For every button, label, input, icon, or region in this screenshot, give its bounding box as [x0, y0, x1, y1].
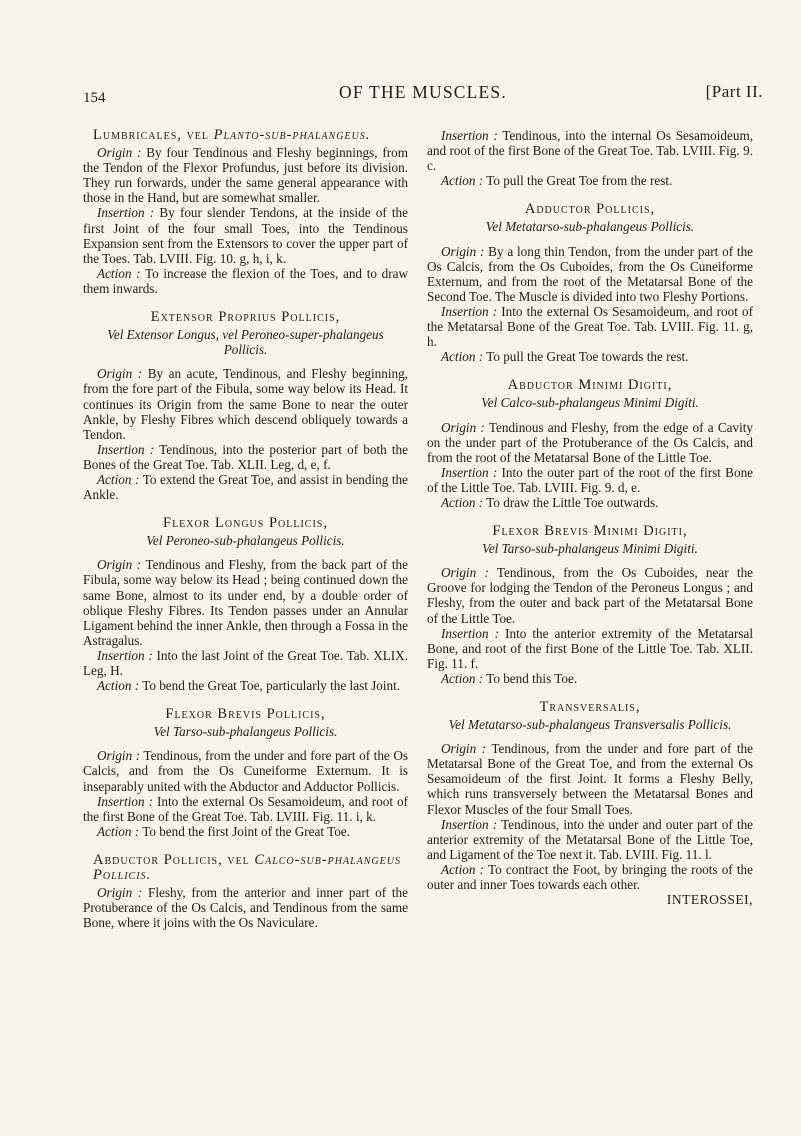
entry-adductor-pollicis	[427, 202, 753, 364]
action-paragraph: Action : To pull the Great Toe towards the rest.	[441, 349, 689, 365]
insertion-paragraph: Insertion : By four slender Tendons, at the inside of the first Joint of the four small Toes, into the Tendinous Expansion sent from the Extensors to cover the upper part of the Toes. Tab. LVIII. Fig. 10. g, h, i, k.	[83, 205, 408, 266]
action-paragraph: Action : To extend the Great Toe, and assist in bending the Ankle.	[83, 471, 408, 503]
origin-paragraph: Origin : By a long thin Tendon, from the under part of the Os Calcis, from the Os Cuboides, from the Os Cuneiforme Externum, and from the root of the Metatarsal Bone of the Second Toe. The Muscle is divided into two Fleshy Portions.	[427, 243, 754, 304]
entry-synonym: Vel Metatarso-sub-phalangeus Pollicis.	[485, 219, 695, 235]
action-paragraph: Action : To pull the Great Toe from the rest.	[441, 173, 673, 189]
entry-heading: Abductor Pollicis, vel Calco-sub-phalangeus Pollicis.	[93, 851, 401, 884]
action-paragraph: Action : To bend the first Joint of the Great Toe.	[97, 823, 350, 839]
origin-paragraph: Origin : Tendinous and Fleshy, from the edge of a Cavity on the under part of the Protuberance of the Os Calcis, and from the root of the Metatarsal Bone of the Little Toe.	[427, 419, 754, 465]
entry-heading: Adductor Pollicis,	[524, 201, 656, 218]
left-column	[83, 128, 408, 944]
entry-synonym: Vel Extensor Longus, vel Peroneo-super-phalangeus Pollicis.	[107, 327, 384, 358]
insertion-paragraph: Insertion : Into the external Os Sesamoideum, and root of the first Bone of the Great Toe. Tab. LVIII. Fig. 11. i, k.	[83, 793, 409, 824]
entry-heading: Abductor Minimi Digiti,	[507, 377, 673, 394]
origin-paragraph: Origin : Tendinous and Fleshy, from the back part of the Fibula, some way below its Head ; being continued down the same Bone, almost to its under end, by a double order of oblique Fleshy Fibres. Its Tendon passes under an Annular Ligament behind the inner Ankle, then through a Fossa in the Astragalus.	[83, 557, 409, 648]
entry-abductor-minimi	[427, 378, 753, 510]
entry-transversalis	[427, 700, 753, 907]
right-column	[427, 128, 753, 921]
insertion-paragraph: Insertion : Into the anterior extremity of the Metatarsal Bone, and root of the first Bone of the Little Toe. Tab. XLII. Fig. 11. f.	[427, 625, 753, 671]
entry-lumbricales	[83, 128, 408, 296]
entry-heading: Lumbricales, vel Planto-sub-phalangeus.	[93, 127, 371, 143]
insertion-paragraph: Insertion : Into the last Joint of the Great Toe. Tab. XLIX. Leg, H.	[83, 647, 409, 678]
origin-paragraph: Origin : Tendinous, from the under and fore part of the Os Calcis, and from the Os Cuneiforme Externum. It is inseparably united with the Abductor and Adductor Pollicis.	[83, 748, 408, 794]
insertion-paragraph: Insertion : Tendinous, into the posterior part of both the Bones of the Great Toe. Tab. XLII. Leg, d, e, f.	[83, 441, 409, 472]
entry-heading: Flexor Brevis Pollicis,	[165, 706, 326, 723]
entry-heading: Transversalis,	[539, 699, 641, 715]
entry-abductor-pollicis	[83, 853, 408, 930]
entry-synonym: Vel Metatarso-sub-phalangeus Transversalis Pollicis.	[448, 717, 732, 733]
insertion-paragraph: Insertion : Tendinous, into the internal Os Sesamoideum, and root of the first Bone of the Great Toe. Tab. LVIII. Fig. 9. c.	[427, 128, 753, 174]
action-paragraph: Action : To draw the Little Toe outwards.	[441, 494, 659, 510]
entry-flexor-brevis	[83, 707, 408, 839]
origin-paragraph: Origin : Tendinous, from the Os Cuboides, near the Groove for lodging the Tendon of the Peroneus Longus ; and Fleshy, from the outer and back part of the Metatarsal Bone of the Little Toe.	[427, 565, 754, 626]
part-label: [Part II.	[705, 82, 763, 101]
action-paragraph: Action : To contract the Foot, by bringing the roots of the outer and inner Toes towards each other.	[427, 861, 753, 893]
entry-extensor-proprius	[83, 310, 408, 502]
entry-synonym: Vel Tarso-sub-phalangeus Minimi Digiti.	[482, 541, 698, 557]
page-number: 154	[83, 90, 106, 106]
origin-paragraph: Origin : Fleshy, from the anterior and inner part of the Protuberance of the Os Calcis, and Tendinous from the same Bone, where it joins with the Os Naviculare.	[83, 885, 408, 931]
entry-synonym: Vel Tarso-sub-phalangeus Pollicis.	[153, 724, 338, 740]
catchword: INTEROSSEI,	[666, 892, 753, 908]
entry-synonym: Vel Peroneo-sub-phalangeus Pollicis.	[146, 533, 345, 549]
action-paragraph: Action : To bend this Toe.	[441, 670, 578, 686]
running-title: OF THE MUSCLES.	[339, 82, 507, 102]
insertion-paragraph: Insertion : Tendinous, into the under and outer part of the anterior extremity of the Metatarsal Bone of the Little Toe, and Ligament of the Toe next it. Tab. LVIII. Fig. 11. l.	[427, 816, 754, 862]
entry-heading: Flexor Brevis Minimi Digiti,	[492, 523, 688, 540]
running-head	[83, 82, 763, 110]
action-paragraph: Action : To bend the Great Toe, particularly the last Joint.	[97, 678, 401, 694]
insertion-paragraph: Insertion : Into the outer part of the root of the first Bone of the Little Toe. Tab. LVIII. Fig. 9. d, e.	[427, 464, 754, 495]
entry-flexor-brevis-minimi	[427, 524, 753, 686]
entry-flexor-longus	[83, 516, 408, 693]
entry-heading: Flexor Longus Pollicis,	[163, 515, 328, 532]
entry-synonym: Vel Calco-sub-phalangeus Minimi Digiti.	[481, 395, 699, 411]
action-paragraph: Action : To increase the flexion of the Toes, and to draw them inwards.	[83, 265, 408, 296]
origin-paragraph: Origin : By four Tendinous and Fleshy beginnings, from the Tendon of the Flexor Profundus, just before its division. They run forwards, under the same general appearance with those in the Hand, but are somewhat smaller.	[83, 145, 409, 206]
origin-paragraph: Origin : By an acute, Tendinous, and Fleshy beginning, from the fore part of the Fibula, some way below its Head. It continues its Origin from the same Bone to near the outer Ankle, by Fleshy Fibres which descend obliquely towards a Tendon.	[83, 366, 409, 442]
insertion-paragraph: Insertion : Into the external Os Sesamoideum, and root of the Metatarsal Bone of the Great Toe. Tab. LVIII. Fig. 11. g, h.	[427, 303, 754, 350]
entry-abductor-pollicis-continued	[427, 128, 753, 188]
entry-heading: Extensor Proprius Pollicis,	[150, 309, 341, 326]
origin-paragraph: Origin : Tendinous, from the under and fore part of the Metatarsal Bone of the Great Toe, and from the external Os Sesamoideum of the first Joint. It forms a Fleshy Belly, which runs transversely between the Metatarsal Bones and Flexor Muscles of the four Small Toes.	[427, 741, 753, 817]
